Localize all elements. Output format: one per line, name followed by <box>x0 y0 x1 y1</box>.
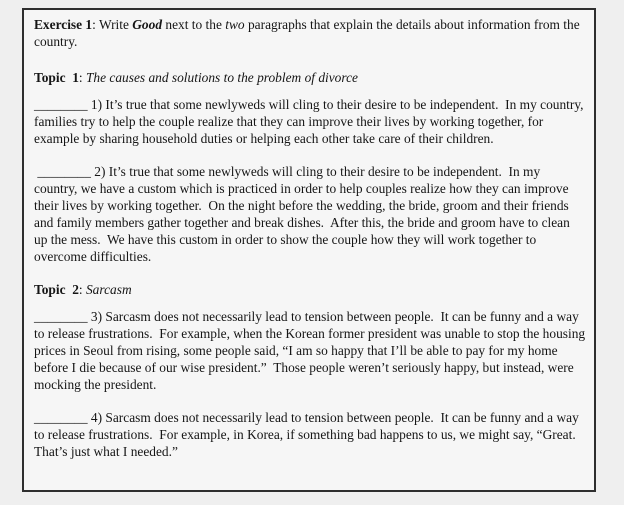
topic-2-heading: Topic 2: Sarcasm <box>34 282 132 297</box>
paragraph-3 <box>34 308 589 393</box>
answer-blank-4: ________ <box>34 410 88 425</box>
exercise-box <box>22 8 596 492</box>
paragraph-3-text: 3) Sarcasm does not necessarily lead to tension between people. It can be funny and a way to release frustrations. For example, when the Korean former president was unable to stop the housing prices in Seoul from rising, some people said, “I am so happy that I’ll be able to pay for my home before I die because of our wise president.” Those people weren’t seriously happy, but instead, were mocking the president. <box>34 309 589 392</box>
paragraph-4-text: 4) Sarcasm does not necessarily lead to tension between people. It can be funny and a way to release frustrations. For example, in Korea, if something bad happens to us, we might say, “Great. That’s just what I needed.” <box>34 410 583 459</box>
topic-1-heading: Topic 1: The causes and solutions to the problem of divorce <box>34 70 358 85</box>
paragraph-2-text: 2) It’s true that some newlyweds will cling to their desire to be independent. In my country, we have a custom which is practiced in order to help couples realize how they can improve their lives by working together. On the night before the wedding, the bride, groom and their friends and family members gather together and break dishes. After this, the bride and groom have to clean up the mess. We have this custom in order to show the couple how they will work together to overcome difficulties. <box>34 164 574 264</box>
answer-blank-3: ________ <box>34 309 88 324</box>
paragraph-2 <box>34 163 586 265</box>
paragraph-4 <box>34 409 586 460</box>
answer-blank-1: ________ <box>34 97 88 112</box>
paragraph-1-text: 1) It’s true that some newlyweds will cling to their desire to be independent. In my country, families try to help the couple realize that they can improve their lives by working together, for example by sharing household duties or helping each other take care of their children. <box>34 97 587 146</box>
paragraph-1 <box>34 96 586 147</box>
exercise-instruction: Exercise 1: Write Good next to the two paragraphs that explain the details about information from the country. <box>34 17 584 49</box>
answer-blank-2: ________ <box>34 164 91 179</box>
